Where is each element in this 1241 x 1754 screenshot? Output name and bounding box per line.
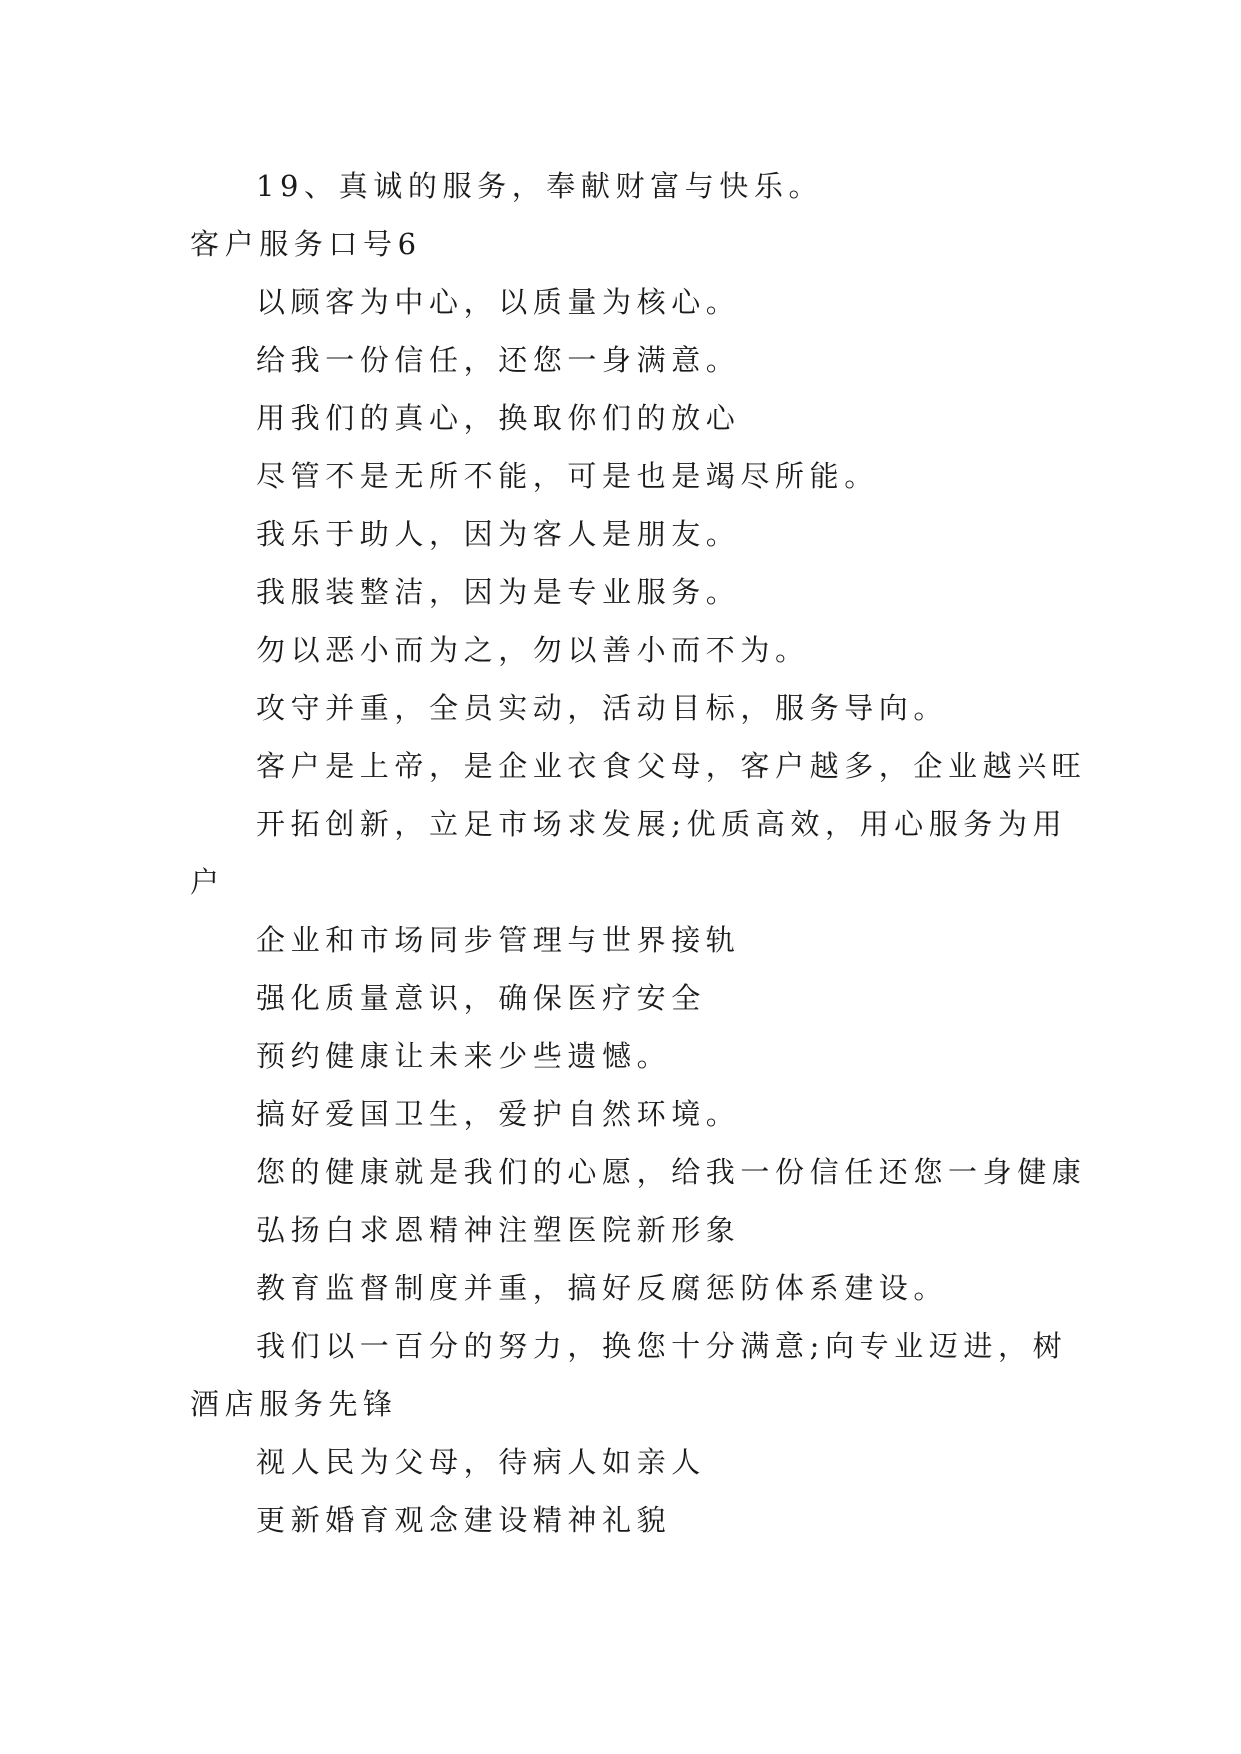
text-line: 以顾客为中心，以质量为核心。 <box>256 285 741 319</box>
text-line: 强化质量意识，确保医疗安全 <box>256 981 706 1015</box>
text-line: 我服装整洁，因为是专业服务。 <box>256 575 741 609</box>
text-line: 弘扬白求恩精神注塑医院新形象 <box>256 1213 741 1247</box>
text-line: 您的健康就是我们的心愿，给我一份信任还您一身健康 <box>256 1155 1087 1189</box>
text-line: 我乐于助人，因为客人是朋友。 <box>256 517 741 551</box>
text-line: 给我一份信任，还您一身满意。 <box>256 343 741 377</box>
text-line-continuation: 酒店服务先锋 <box>190 1387 398 1421</box>
text-line: 尽管不是无所不能，可是也是竭尽所能。 <box>256 459 879 493</box>
text-line: 我们以一百分的努力，换您十分满意;向专业迈进，树 <box>256 1329 1068 1363</box>
text-line-continuation: 户 <box>190 865 225 899</box>
text-line: 搞好爱国卫生，爱护自然环境。 <box>256 1097 741 1131</box>
text-line: 用我们的真心，换取你们的放心 <box>256 401 741 435</box>
text-line: 客户是上帝，是企业衣食父母，客户越多，企业越兴旺 <box>256 749 1087 783</box>
text-line: 勿以恶小而为之，勿以善小而不为。 <box>256 633 810 667</box>
text-line: 预约健康让未来少些遗憾。 <box>256 1039 672 1073</box>
section-heading: 客户服务口号6 <box>190 227 422 261</box>
text-line: 开拓创新，立足市场求发展;优质高效，用心服务为用 <box>256 807 1068 841</box>
text-line: 19、真诚的服务，奉献财富与快乐。 <box>256 169 824 203</box>
text-line: 企业和市场同步管理与世界接轨 <box>256 923 741 957</box>
text-line: 攻守并重，全员实动，活动目标，服务导向。 <box>256 691 949 725</box>
text-line: 视人民为父母，待病人如亲人 <box>256 1445 706 1479</box>
text-line: 教育监督制度并重，搞好反腐惩防体系建设。 <box>256 1271 949 1305</box>
text-line: 更新婚育观念建设精神礼貌 <box>256 1503 672 1537</box>
